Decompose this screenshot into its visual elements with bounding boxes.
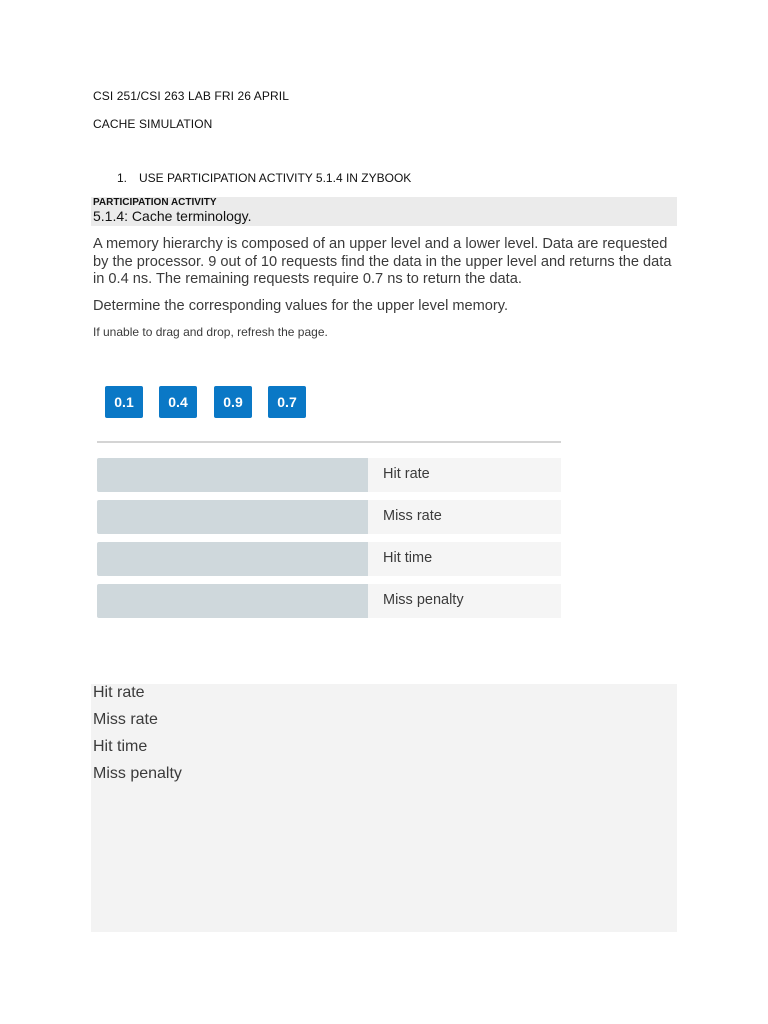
- activity-question: Determine the corresponding values for the upper level memory.: [93, 298, 509, 314]
- instruction-item: [117, 171, 411, 185]
- drop-zone[interactable]: [97, 500, 368, 534]
- match-row: [97, 458, 561, 492]
- activity-description: A memory hierarchy is composed of an upper level and a lower level. Data are requested by the processor. 9 out of 10 requests find the data in the upper level and returns the data in 0.4 ns. The remaining requests require 0.7 ns to return the data.: [93, 236, 672, 287]
- instruction-text: USE PARTICIPATION ACTIVITY 5.1.4 IN ZYBOOK: [139, 171, 412, 185]
- drop-zone[interactable]: [97, 584, 368, 618]
- term-text: Miss rate: [383, 508, 442, 524]
- divider: [97, 441, 561, 443]
- answer-line: Miss penalty: [93, 765, 182, 782]
- answer-line: Hit time: [93, 738, 148, 755]
- lab-header: CSI 251/CSI 263 LAB FRI 26 APRIL: [93, 89, 289, 103]
- answer-area[interactable]: [91, 684, 677, 932]
- option-chip[interactable]: 0.1: [105, 386, 143, 418]
- instruction-number: 1.: [117, 171, 128, 185]
- answer-line: Miss rate: [93, 711, 158, 728]
- match-row: [97, 542, 561, 576]
- drop-zone[interactable]: [97, 542, 368, 576]
- term-label: [368, 542, 561, 576]
- term-text: Hit rate: [383, 466, 430, 482]
- answer-line: Hit rate: [93, 684, 145, 701]
- term-label: [368, 500, 561, 534]
- lab-subtitle: CACHE SIMULATION: [93, 117, 213, 131]
- option-chip[interactable]: 0.9: [214, 386, 252, 418]
- term-text: Miss penalty: [383, 592, 464, 608]
- term-text: Hit time: [383, 550, 433, 566]
- activity-header: [91, 197, 677, 226]
- option-chip[interactable]: 0.4: [159, 386, 197, 418]
- activity-title: 5.1.4: Cache terminology.: [93, 208, 252, 224]
- match-row: [97, 500, 561, 534]
- match-row: [97, 584, 561, 618]
- option-chip[interactable]: 0.7: [268, 386, 306, 418]
- drop-zone[interactable]: [97, 458, 368, 492]
- term-label: [368, 584, 561, 618]
- activity-caption: PARTICIPATION ACTIVITY: [93, 197, 217, 208]
- term-label: [368, 458, 561, 492]
- activity-note: If unable to drag and drop, refresh the page.: [93, 325, 328, 339]
